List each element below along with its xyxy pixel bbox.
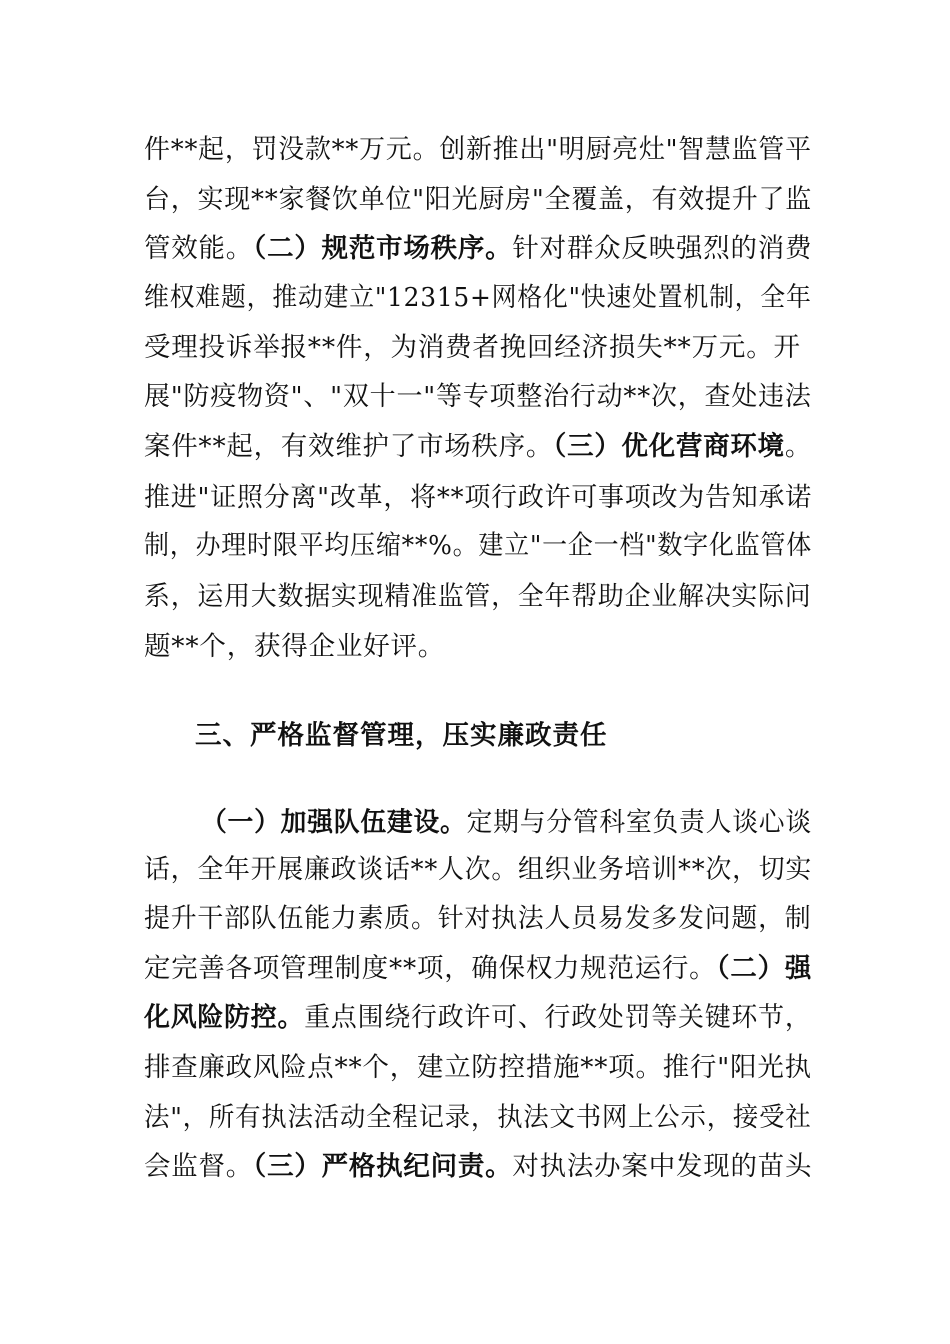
text-run: 题**个，获得企业好评。 xyxy=(144,631,446,662)
text-run: 案件**起，有效维护了市场秩序。 xyxy=(144,431,554,462)
section-heading: 三、严格监督管理，压实廉政责任 xyxy=(195,720,608,751)
subheading-run: （二）强 xyxy=(716,953,813,984)
paragraph-line xyxy=(144,580,812,614)
text-run: 台，实现**家餐饮单位"阳光厨房"全覆盖，有效提升了监 xyxy=(144,184,812,215)
paragraph-line xyxy=(144,481,812,515)
text-run: 定完善各项管理制度**项，确保权力规范运行。 xyxy=(144,953,717,984)
text-run: 对执法办案中发现的苗头 xyxy=(512,1151,813,1182)
text-run: 定期与分管科室负责人谈心谈 xyxy=(466,807,812,838)
paragraph-line xyxy=(144,1150,812,1184)
paragraph-line xyxy=(144,902,812,936)
paragraph-line xyxy=(144,952,812,986)
paragraph-line xyxy=(144,232,812,266)
text-run: 展"防疫物资"、"双十一"等专项整治行动**次，查处违法 xyxy=(144,381,812,412)
text-run: 提升干部队伍能力素质。针对执法人员易发多发问题，制 xyxy=(144,903,812,934)
text-run: 针对群众反映强烈的消费 xyxy=(512,233,813,264)
paragraph-line xyxy=(144,380,812,414)
subheading-run: （三）严格执纪问责。 xyxy=(253,1151,513,1182)
paragraph-line xyxy=(144,1101,812,1135)
paragraph-line xyxy=(144,133,812,167)
paragraph-line xyxy=(144,1001,812,1035)
paragraph-line xyxy=(144,853,812,887)
subheading-run: 化风险防控。 xyxy=(144,1002,305,1033)
paragraph-line xyxy=(144,1051,812,1085)
paragraph-line xyxy=(144,281,812,315)
text-run: 推进"证照分离"改革，将**项行政许可事项改为告知承诺 xyxy=(144,482,812,513)
paragraph-line xyxy=(201,806,812,840)
text-run: 会监督。 xyxy=(144,1151,254,1182)
text-run: 受理投诉举报**件，为消费者挽回经济损失**万元。开 xyxy=(144,332,801,363)
paragraph-line xyxy=(144,529,812,563)
text-run: 管效能。 xyxy=(144,233,254,264)
paragraph-line xyxy=(144,331,801,365)
text-run: 法"，所有执法活动全程记录，执法文书网上公示，接受社 xyxy=(144,1102,812,1133)
text-run: 。 xyxy=(784,431,813,462)
subheading-run: （三）优化营商环境 xyxy=(553,431,785,462)
text-run: 话，全年开展廉政谈话**人次。组织业务培训**次，切实 xyxy=(144,854,813,885)
text-run: 重点围绕行政许可、行政处罚等关键环节， xyxy=(304,1002,812,1033)
text-run: 维权难题，推动建立"12315+网格化"快速处置机制，全年 xyxy=(144,282,812,313)
text-run: 件**起，罚没款**万元。创新推出"明厨亮灶"智慧监管平 xyxy=(144,134,812,165)
text-run: 制，办理时限平均压缩**%。建立"一企一档"数字化监管体 xyxy=(144,530,812,561)
paragraph-line xyxy=(144,430,812,464)
paragraph-line xyxy=(144,630,445,664)
paragraph-line xyxy=(144,183,812,217)
subheading-run: （二）规范市场秩序。 xyxy=(253,233,513,264)
text-run: 排查廉政风险点**个，建立防控措施**项。推行"阳光执 xyxy=(144,1052,812,1083)
subheading-run: （一）加强队伍建设。 xyxy=(201,807,467,838)
text-run: 系，运用大数据实现精准监管，全年帮助企业解决实际问 xyxy=(144,581,812,612)
